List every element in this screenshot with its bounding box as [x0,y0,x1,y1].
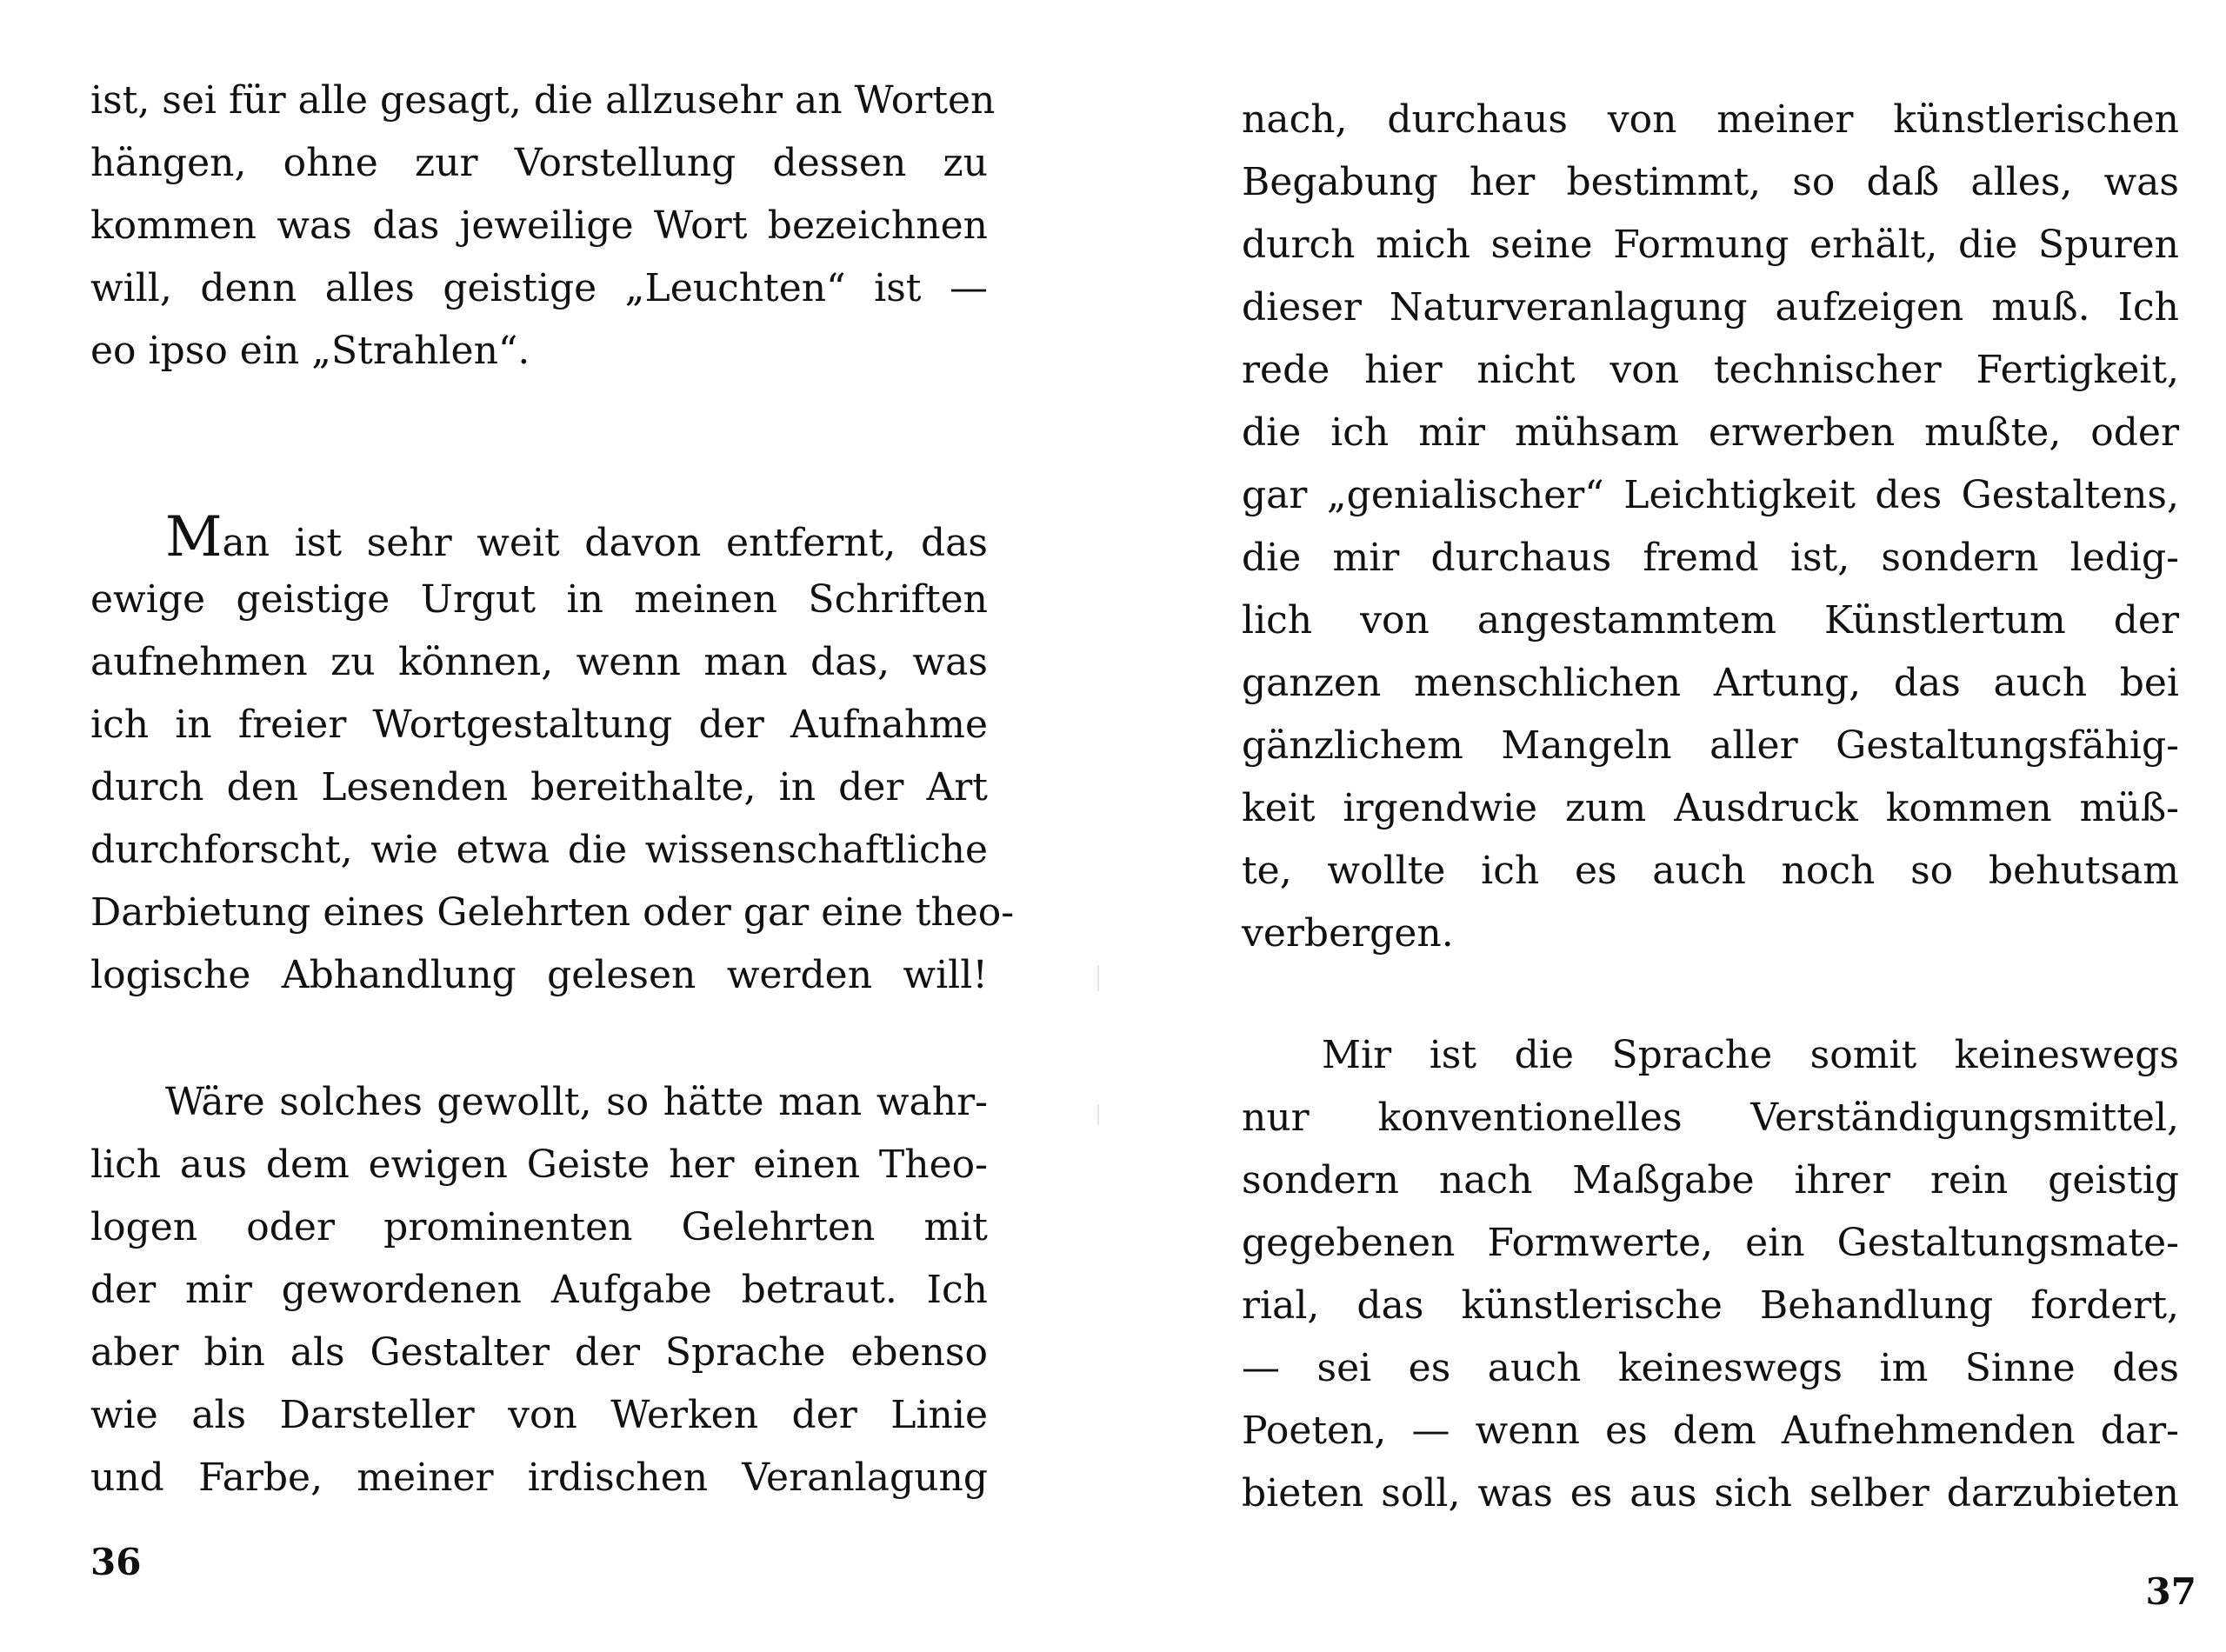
text-line: keit irgendwie zum Ausdruck kommen müß- [1242,786,2179,830]
text-line: ewige geistige Urgut in meinen Schriften [90,577,988,622]
text-line: wie als Darsteller von Werken der Linie [90,1393,988,1437]
text-line: logen oder prominenten Gelehrten mit [90,1205,988,1249]
right-page [1113,0,2226,1652]
text-line: und Farbe, meiner irdischen Veranlagung [90,1455,988,1500]
text-line: sondern nach Maßgabe ihrer rein geistig [1242,1158,2179,1202]
text-line: Wäre solches gewollt, so hätte man wahr- [165,1080,988,1124]
text-line: gänzlichem Mangeln aller Gestaltungsfähig- [1242,723,2179,768]
text-line: durchforscht, wie etwa die wissenschaftliche [90,828,988,872]
text-line: lich aus dem ewigen Geiste her einen Theo- [90,1142,988,1187]
text-line-dropcap [165,505,988,570]
text-line: logische Abhandlung gelesen werden will! [90,953,988,997]
text-line: aufnehmen zu können, wenn man das, was [90,640,988,684]
text-line: eo ipso ein „Strahlen“. [90,329,530,373]
text-line: — sei es auch keineswegs im Sinne des [1242,1346,2179,1390]
text-line: die mir durchaus fremd ist, sondern ledig- [1242,536,2179,580]
text-line: gar „genialischer“ Leichtigkeit des Gestaltens, [1242,473,2179,517]
text-line: die ich mir mühsam erwerben mußte, oder [1242,410,2179,455]
page-number: 37 [2145,1570,2196,1613]
text-line: Darbietung eines Gelehrten oder gar eine theo- [90,890,1015,935]
text-line: rial, das künstlerische Behandlung fordert, [1242,1283,2179,1328]
text-line: rede hier nicht von technischer Fertigkeit, [1242,348,2179,392]
left-page [0,0,1078,1652]
text-line: dieser Naturveranlagung aufzeigen muß. Ich [1242,285,2179,330]
text-line: kommen was das jeweilige Wort bezeichnen [90,203,988,248]
text-line: Begabung her bestimmt, so daß alles, was [1242,160,2179,204]
text-line: aber bin als Gestalter der Sprache ebenso [90,1330,988,1375]
text-line: lich von angestammtem Künstlertum der [1242,598,2179,643]
page-number: 36 [90,1541,142,1583]
text-line: bieten soll, was es aus sich selber darzubieten [1242,1471,2179,1515]
text-line: ich in freier Wortgestaltung der Aufnahme [90,703,988,747]
text-line: nach, durchaus von meiner künstlerischen [1242,97,2179,142]
gutter-mark [1097,1104,1099,1125]
text-line: ist, sei für alle gesagt, die allzusehr an Worten [90,78,996,123]
text-line: Poeten, — wenn es dem Aufnehmenden dar- [1242,1409,2179,1453]
text-line: gegebenen Formwerte, ein Gestaltungsmate- [1242,1221,2179,1265]
text-line: der mir gewordenen Aufgabe betraut. Ich [90,1268,988,1312]
text-line: Mir ist die Sprache somit keineswegs [1322,1033,2179,1077]
drop-letter: M [165,505,223,570]
text-line: hängen, ohne zur Vorstellung dessen zu [90,141,988,185]
text-line: ganzen menschlichen Artung, das auch bei [1242,661,2179,705]
text-line: will, denn alles geistige „Leuchten“ ist — [90,266,988,310]
text-line: verbergen. [1242,911,1454,956]
text-line: durch mich seine Formung erhält, die Spuren [1242,223,2179,267]
text-line: nur konventionelles Verständigungsmittel, [1242,1096,2179,1140]
text-line: te, wollte ich es auch noch so behutsam [1242,849,2179,893]
text-line: durch den Lesenden bereithalte, in der Art [90,765,988,809]
first-line-rest: an ist sehr weit davon entfernt, das [222,521,988,565]
gutter-mark [1097,965,1099,991]
